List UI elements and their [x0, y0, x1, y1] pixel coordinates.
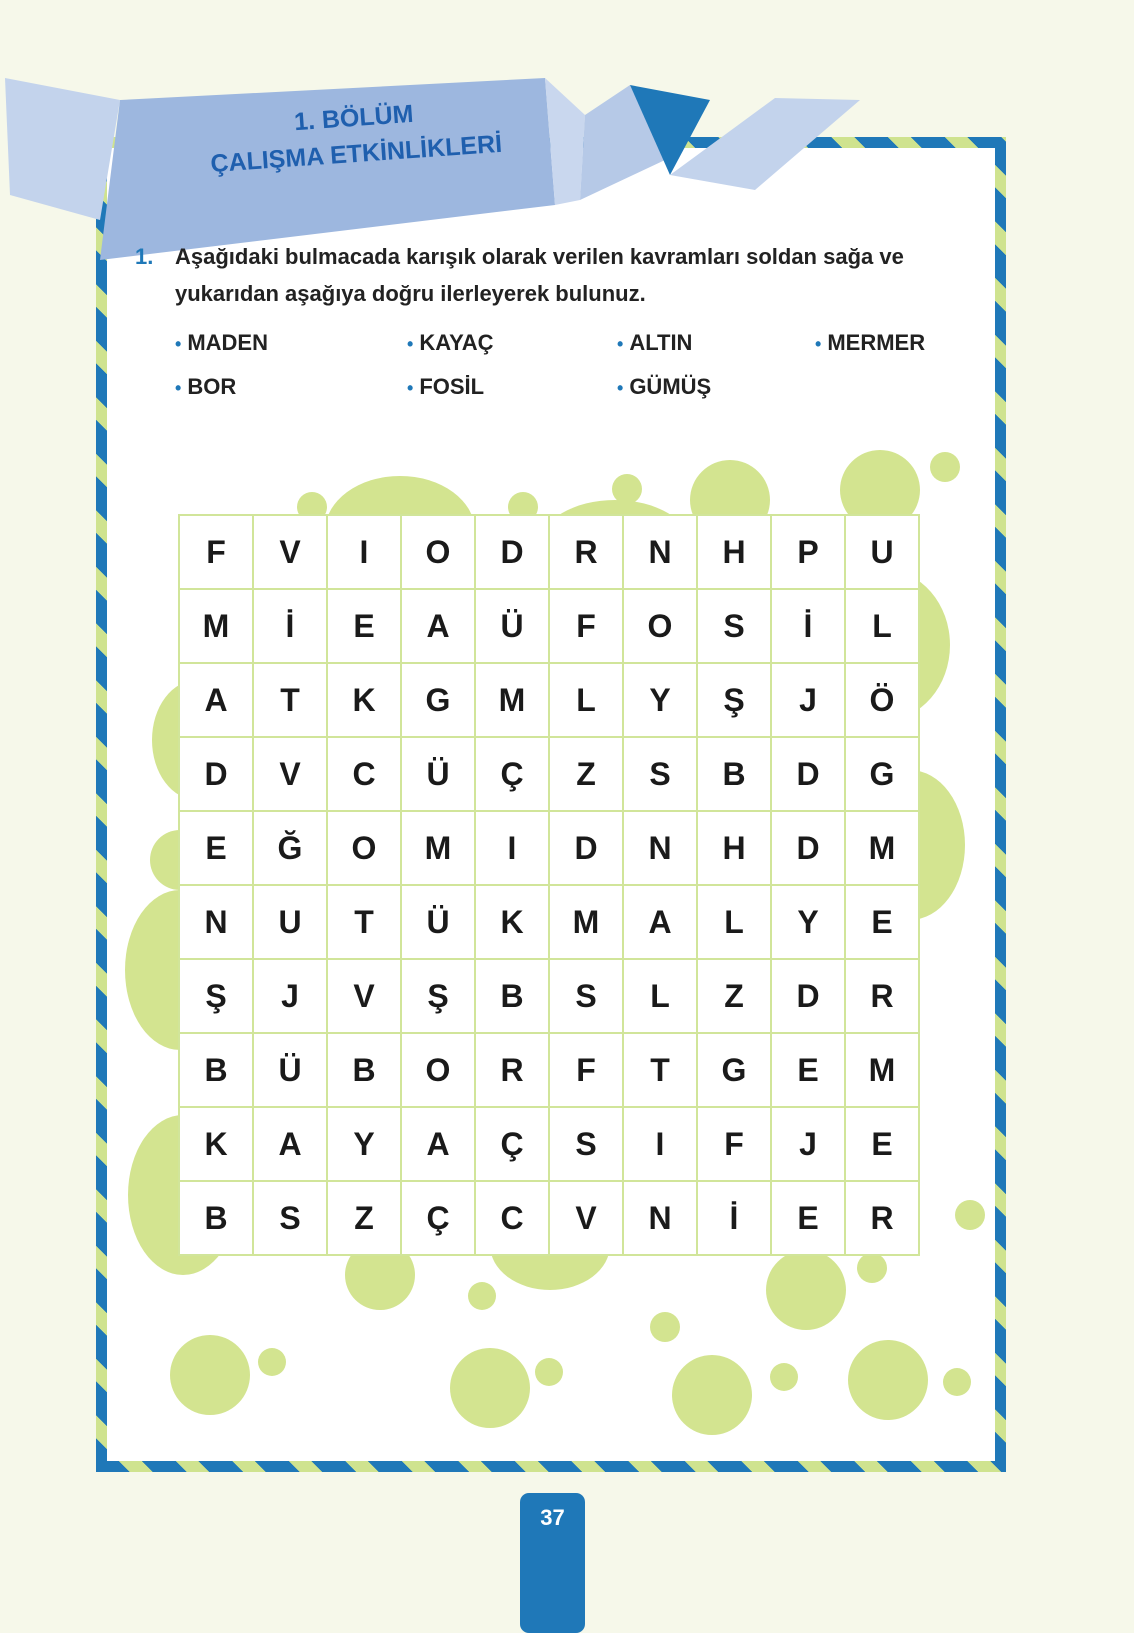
grid-row — [179, 589, 919, 663]
grid-cell[interactable]: İ — [697, 1181, 771, 1255]
grid-cell[interactable]: E — [771, 1181, 845, 1255]
grid-row — [179, 959, 919, 1033]
grid-cell[interactable]: F — [549, 1033, 623, 1107]
grid-cell[interactable]: A — [253, 1107, 327, 1181]
term-item — [407, 374, 484, 400]
bubble-decoration — [955, 1200, 985, 1230]
grid-cell[interactable]: Y — [327, 1107, 401, 1181]
grid-cell[interactable]: B — [327, 1033, 401, 1107]
bubble-decoration — [170, 1335, 250, 1415]
grid-cell[interactable]: I — [623, 1107, 697, 1181]
grid-cell[interactable]: U — [253, 885, 327, 959]
bullet-icon: • — [617, 378, 624, 398]
grid-cell[interactable]: B — [179, 1033, 253, 1107]
grid-cell[interactable]: D — [771, 811, 845, 885]
bullet-icon: • — [175, 378, 182, 398]
grid-cell[interactable]: O — [401, 515, 475, 589]
grid-cell[interactable]: D — [771, 737, 845, 811]
term-label: FOSİL — [419, 374, 485, 399]
term-item — [175, 330, 268, 356]
grid-cell[interactable]: N — [623, 1181, 697, 1255]
grid-cell[interactable]: E — [845, 1107, 919, 1181]
grid-cell[interactable]: R — [549, 515, 623, 589]
grid-cell[interactable]: T — [327, 885, 401, 959]
grid-cell[interactable]: C — [475, 1181, 549, 1255]
grid-cell[interactable]: S — [549, 1107, 623, 1181]
bubble-decoration — [766, 1250, 846, 1330]
bullet-icon: • — [815, 334, 822, 354]
grid-cell[interactable]: F — [179, 515, 253, 589]
grid-cell[interactable]: N — [623, 811, 697, 885]
grid-cell[interactable]: M — [549, 885, 623, 959]
grid-cell[interactable]: V — [327, 959, 401, 1033]
bubble-decoration — [930, 452, 960, 482]
grid-cell[interactable]: Ü — [253, 1033, 327, 1107]
grid-cell[interactable]: V — [549, 1181, 623, 1255]
bubble-decoration — [468, 1282, 496, 1310]
grid-cell[interactable]: M — [845, 1033, 919, 1107]
grid-cell[interactable]: A — [401, 1107, 475, 1181]
bullet-icon: • — [407, 334, 414, 354]
grid-cell[interactable]: M — [401, 811, 475, 885]
grid-cell[interactable]: E — [845, 885, 919, 959]
grid-cell[interactable]: S — [623, 737, 697, 811]
bullet-icon: • — [617, 334, 624, 354]
grid-cell[interactable]: İ — [253, 589, 327, 663]
grid-cell[interactable]: A — [179, 663, 253, 737]
grid-cell[interactable]: J — [771, 1107, 845, 1181]
term-item — [617, 374, 711, 400]
term-label: ALTIN — [629, 330, 693, 355]
bubble-decoration — [770, 1363, 798, 1391]
bullet-icon: • — [407, 378, 414, 398]
grid-cell[interactable]: I — [327, 515, 401, 589]
grid-cell[interactable]: R — [845, 1181, 919, 1255]
grid-row — [179, 1107, 919, 1181]
grid-cell[interactable]: F — [697, 1107, 771, 1181]
bubble-decoration — [943, 1368, 971, 1396]
grid-cell[interactable]: E — [179, 811, 253, 885]
grid-cell[interactable]: U — [845, 515, 919, 589]
grid-cell[interactable]: N — [623, 515, 697, 589]
grid-cell[interactable]: B — [475, 959, 549, 1033]
grid-cell[interactable]: O — [401, 1033, 475, 1107]
grid-cell[interactable]: J — [771, 663, 845, 737]
grid-cell[interactable]: N — [179, 885, 253, 959]
grid-cell[interactable]: R — [475, 1033, 549, 1107]
bubble-decoration — [450, 1348, 530, 1428]
grid-cell[interactable]: P — [771, 515, 845, 589]
grid-cell[interactable]: K — [475, 885, 549, 959]
grid-cell[interactable]: Ğ — [253, 811, 327, 885]
question-number: 1. — [135, 244, 154, 269]
grid-row — [179, 885, 919, 959]
grid-cell[interactable]: Ü — [401, 885, 475, 959]
grid-cell[interactable]: E — [327, 589, 401, 663]
bubble-decoration — [650, 1312, 680, 1342]
section-title-line2: ÇALIŞMA ETKİNLİKLERİ — [209, 129, 503, 179]
grid-cell[interactable]: G — [697, 1033, 771, 1107]
grid-cell[interactable]: Ş — [401, 959, 475, 1033]
bubble-decoration — [612, 474, 642, 504]
bubble-decoration — [258, 1348, 286, 1376]
grid-cell[interactable]: L — [697, 885, 771, 959]
grid-cell[interactable]: O — [623, 589, 697, 663]
grid-cell[interactable]: Z — [327, 1181, 401, 1255]
grid-cell[interactable]: B — [179, 1181, 253, 1255]
question-text: Aşağıdaki bulmacada karışık olarak verilen kavramları soldan sağa ve yukarıdan aşağıya doğru ilerleyerek bulunuz. — [175, 244, 904, 306]
grid-row — [179, 1033, 919, 1107]
bullet-icon: • — [175, 334, 182, 354]
grid-cell[interactable]: K — [327, 663, 401, 737]
grid-cell[interactable]: V — [253, 737, 327, 811]
grid-cell[interactable]: D — [771, 959, 845, 1033]
term-label: BOR — [187, 374, 237, 399]
term-label: KAYAÇ — [419, 330, 494, 355]
grid-cell[interactable]: A — [623, 885, 697, 959]
grid-cell[interactable]: Ü — [475, 589, 549, 663]
page-number: 37 — [540, 1505, 565, 1530]
bubble-decoration — [857, 1253, 887, 1283]
grid-cell[interactable]: H — [697, 811, 771, 885]
term-item — [617, 330, 692, 356]
grid-cell[interactable]: G — [401, 663, 475, 737]
grid-cell[interactable]: F — [549, 589, 623, 663]
grid-cell[interactable]: C — [327, 737, 401, 811]
grid-cell[interactable]: Ç — [475, 1107, 549, 1181]
grid-cell[interactable]: E — [771, 1033, 845, 1107]
grid-cell[interactable]: Ç — [401, 1181, 475, 1255]
grid-cell[interactable]: M — [475, 663, 549, 737]
grid-cell[interactable]: M — [179, 589, 253, 663]
grid-cell[interactable]: O — [327, 811, 401, 885]
term-label: MERMER — [827, 330, 926, 355]
grid-cell[interactable]: Y — [771, 885, 845, 959]
term-item — [175, 374, 236, 400]
grid-cell[interactable]: İ — [771, 589, 845, 663]
question-1 — [135, 238, 995, 312]
grid-row — [179, 737, 919, 811]
grid-cell[interactable]: T — [253, 663, 327, 737]
grid-cell[interactable]: S — [253, 1181, 327, 1255]
grid-cell[interactable]: D — [549, 811, 623, 885]
grid-row — [179, 1181, 919, 1255]
grid-cell[interactable]: Ş — [179, 959, 253, 1033]
grid-row — [179, 663, 919, 737]
bubble-decoration — [535, 1358, 563, 1386]
bubble-decoration — [672, 1355, 752, 1435]
grid-cell[interactable]: Ç — [475, 737, 549, 811]
grid-cell[interactable]: Y — [623, 663, 697, 737]
grid-row — [179, 811, 919, 885]
term-label: MADEN — [187, 330, 268, 355]
word-search-grid — [178, 514, 920, 1256]
grid-cell[interactable]: S — [549, 959, 623, 1033]
grid-cell[interactable]: Z — [549, 737, 623, 811]
grid-cell[interactable]: D — [475, 515, 549, 589]
grid-cell[interactable]: L — [845, 589, 919, 663]
grid-cell[interactable]: J — [253, 959, 327, 1033]
grid-cell[interactable]: L — [549, 663, 623, 737]
grid-cell[interactable]: Ö — [845, 663, 919, 737]
grid-cell[interactable]: I — [475, 811, 549, 885]
grid-cell[interactable]: Z — [697, 959, 771, 1033]
grid-cell[interactable]: B — [697, 737, 771, 811]
grid-cell[interactable]: R — [845, 959, 919, 1033]
grid-cell[interactable]: D — [179, 737, 253, 811]
term-item — [407, 330, 494, 356]
grid-cell[interactable]: T — [623, 1033, 697, 1107]
grid-cell[interactable]: H — [697, 515, 771, 589]
grid-row — [179, 515, 919, 589]
grid-cell[interactable]: M — [845, 811, 919, 885]
grid-cell[interactable]: Ü — [401, 737, 475, 811]
grid-cell[interactable]: V — [253, 515, 327, 589]
section-title-line1: 1. BÖLÜM — [293, 99, 415, 137]
grid-cell[interactable]: A — [401, 589, 475, 663]
grid-cell[interactable]: G — [845, 737, 919, 811]
bubble-decoration — [848, 1340, 928, 1420]
grid-cell[interactable]: L — [623, 959, 697, 1033]
term-item — [815, 330, 925, 356]
grid-cell[interactable]: Ş — [697, 663, 771, 737]
term-label: GÜMÜŞ — [629, 374, 712, 399]
grid-cell[interactable]: K — [179, 1107, 253, 1181]
grid-cell[interactable]: S — [697, 589, 771, 663]
